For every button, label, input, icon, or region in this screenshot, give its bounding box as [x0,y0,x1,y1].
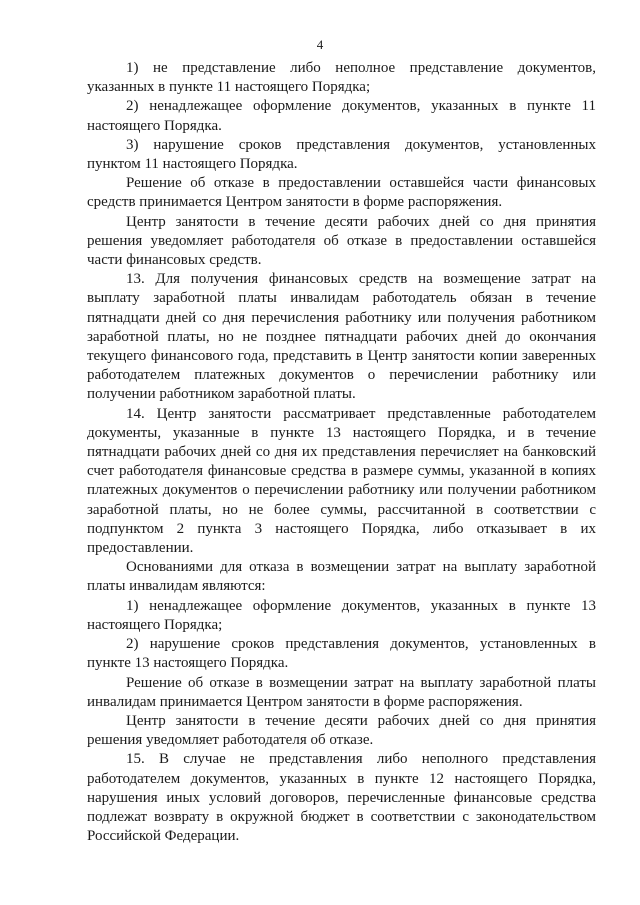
paragraph-point-14: 14. Центр занятости рассматривает представленные работодателем документы, указанные в пункте 13 настоящего Порядка, и в течение пятнадцати рабочих дней со дня их представления перечисляет на банковский счет работодателя финансовые средства в размере суммы, указанной в копиях платежных документов о перечислении работнику или получении работником заработной платы, но не более суммы, рассчитанной в соответствии с подпунктом 2 пункта 3 настоящего Порядка, либо отказывает в их предоставлении. [87,405,596,557]
paragraph-point-15: 15. В случае не представления либо неполного представления работодателем документов, указанных в пункте 12 настоящего Порядка, нарушения иных условий договоров, перечисленные финансовые средства подлежат возврату в окружной бюджет в соответствии с законодательством Российской Федерации. [87,751,596,845]
paragraph-reimbursement-refusal-notification: Центр занятости в течение десяти рабочих дней со дня принятия решения уведомляет работодателя об отказе. [87,712,596,749]
paragraph-subitem-1-incomplete-documents: 1) не представление либо неполное представление документов, указанных в пункте 11 настоящего Порядка; [87,60,596,96]
paragraph-point-13: 13. Для получения финансовых средств на возмещение затрат на выплату заработной платы инвалидам работодатель обязан в течение пятнадцати дней со дня перечисления работнику или получения работником заработной платы, но не позднее пятнадцати рабочих дней до окончания текущего финансового года, представить в Центр занятости копии заверенных работодателем платежных документов о перечислении работнику или получении работником заработной платы. [87,271,596,403]
paragraph-grounds-subitem-1: 1) ненадлежащее оформление документов, указанных в пункте 13 настоящего Порядка; [87,597,596,633]
paragraph-grounds-subitem-2: 2) нарушение сроков представления документов, установленных в пункте 13 настоящего Порядка. [87,636,596,672]
document-body [87,59,596,846]
paragraph-refusal-decision: Решение об отказе в предоставлении оставшейся части финансовых средств принимается Центром занятости в форме распоряжения. [87,175,596,211]
paragraph-subitem-2-improper-documents: 2) ненадлежащее оформление документов, указанных в пункте 11 настоящего Порядка. [87,98,596,134]
paragraph-refusal-grounds-intro: Основаниями для отказа в возмещении затрат на выплату заработной платы инвалидам являются: [87,559,596,595]
paragraph-refusal-notification: Центр занятости в течение десяти рабочих дней со дня принятия решения уведомляет работодателя об отказе в предоставлении оставшейся части финансовых средств. [87,213,596,269]
paragraph-subitem-3-deadline-violation: 3) нарушение сроков представления документов, установленных пунктом 11 настоящего Порядка. [87,136,596,173]
page-number: 4 [316,37,324,52]
paragraph-reimbursement-refusal-decision: Решение об отказе в возмещении затрат на выплату заработной платы инвалидам принимается Центром занятости в форме распоряжения. [87,674,596,710]
